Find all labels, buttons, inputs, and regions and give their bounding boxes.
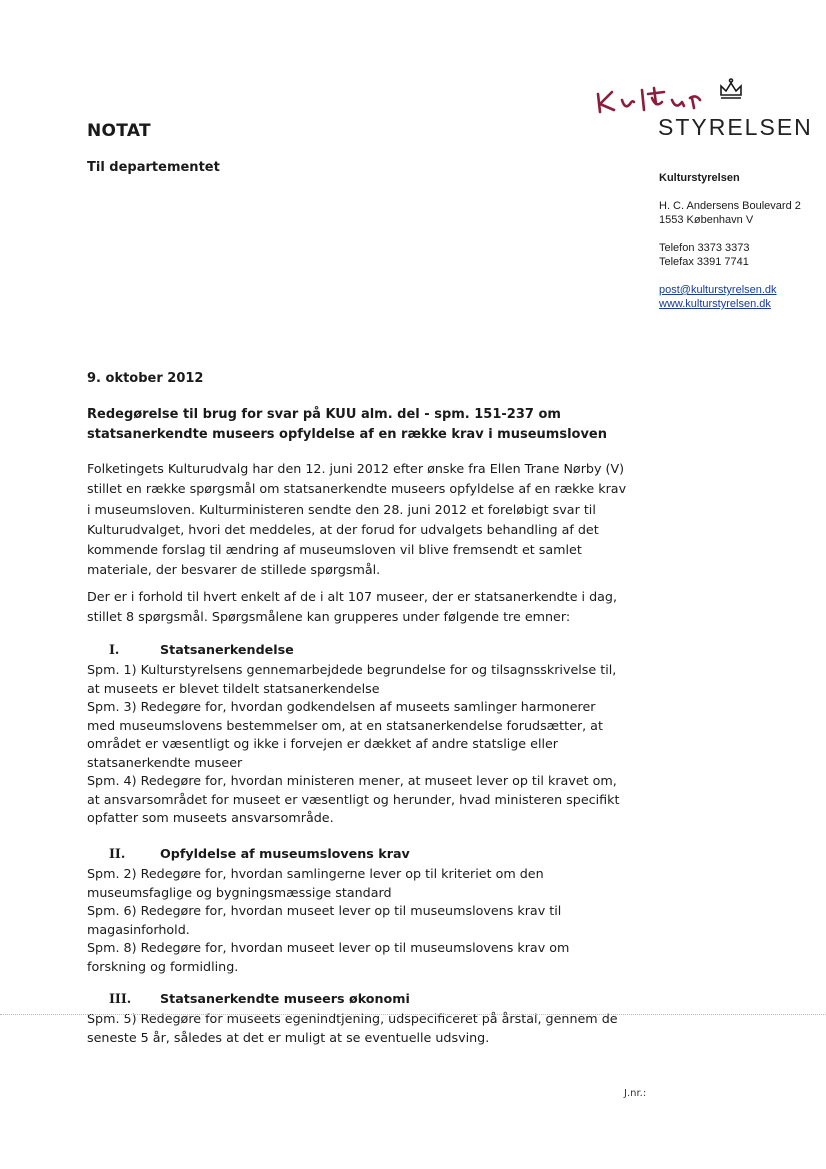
document-subject: Redegørelse til brug for svar på KUU alm. del - spm. 151-237 om statsanerkendte museers opfyldelse af en række krav i museumsloven xyxy=(87,407,607,442)
address-line: 1553 København V xyxy=(659,214,754,226)
sender-organization: Kulturstyrelsen xyxy=(659,172,740,184)
sender-address xyxy=(659,199,819,227)
email-link[interactable]: post@kulturstyrelsen.dk xyxy=(659,284,777,296)
section-heading xyxy=(87,641,627,661)
section-heading xyxy=(87,990,627,1010)
fax-number: Telefax 3391 7741 xyxy=(659,256,749,268)
section-numeral: III. xyxy=(109,991,132,1006)
address-line: H. C. Andersens Boulevard 2 xyxy=(659,200,801,212)
question-item: Spm. 5) Redegøre for museets egenindtjening, udspecificeret på årstal, gennem de seneste 5 år, således at det er muligt at se eventuelle udsving. xyxy=(87,1011,618,1045)
question-item: Spm. 2) Redegøre for, hvordan samlingerne lever op til kriteriet om den museumsfaglige og bygningsmæssige standard xyxy=(87,866,544,900)
section-title: Statsanerkendte museers økonomi xyxy=(160,991,410,1006)
section-oekonomi xyxy=(87,990,627,1047)
question-item: Spm. 3) Redegøre for, hvordan godkendelsen af museets samlinger harmonerer med museumslovens bestemmelser om, at en statsanerkendelse forudsætter, at området er væsentligt og ikke i forvejen er dækket af andre statslige eller statsanerkendte museer xyxy=(87,699,603,770)
section-title: Opfyldelse af museumslovens krav xyxy=(160,846,410,861)
phone-number: Telefon 3373 3373 xyxy=(659,242,750,254)
website-link[interactable]: www.kulturstyrelsen.dk xyxy=(659,298,771,310)
recipient-line: Til departementet xyxy=(87,160,220,175)
section-title: Statsanerkendelse xyxy=(160,642,294,657)
sender-block xyxy=(659,171,819,311)
scan-artifact-line xyxy=(0,1014,826,1015)
section-numeral: I. xyxy=(109,642,120,657)
section-heading xyxy=(87,845,627,865)
question-item: Spm. 6) Redegøre for, hvordan museet lever op til museumslovens krav til magasinforhold. xyxy=(87,903,562,937)
journal-number-label: J.nr.: xyxy=(624,1088,647,1099)
document-title: NOTAT xyxy=(87,121,151,141)
section-opfyldelse xyxy=(87,845,627,976)
question-item: Spm. 8) Redegøre for, hvordan museet lever op til museumslovens krav om forskning og formidling. xyxy=(87,940,570,974)
document-date: 9. oktober 2012 xyxy=(87,371,204,386)
sender-contact xyxy=(659,241,819,269)
sender-links xyxy=(659,283,819,311)
crown-icon xyxy=(718,78,744,106)
body-paragraph: Folketingets Kulturudvalg har den 12. juni 2012 efter ønske fra Ellen Trane Nørby (V) stillet en række spørgsmål om statsanerkendte museers opfyldelse af en række krav i museumsloven. Kulturministeren sendte den 28. juni 2012 et foreløbigt svar til Kulturudvalget, hvori det meddeles, at der forud for udvalgets behandling af det kommende forslag til ændring af museumsloven vil blive fremsendt et samlet materiale, der besvarer de stillede spørgsmål. xyxy=(87,461,627,578)
question-item: Spm. 4) Redegøre for, hvordan ministeren mener, at museet lever op til kravet om, at ansvarsområdet for museet er væsentligt og herunder, hvad ministeren specifikt opfatter som museets ansvarsområde. xyxy=(87,773,620,825)
logo-wordmark: STYRELSEN xyxy=(658,114,813,140)
question-item: Spm. 1) Kulturstyrelsens gennemarbejdede begrundelse for og tilsagnsskrivelse til, at museets er blevet tildelt statsanerkendelse xyxy=(87,662,617,696)
section-numeral: II. xyxy=(109,846,126,861)
section-statsanerkendelse xyxy=(87,641,627,828)
body-paragraph: Der er i forhold til hvert enkelt af de i alt 107 museer, der er statsanerkendte i dag, stillet 8 spørgsmål. Spørgsmålene kan grupperes under følgende tre emner: xyxy=(87,589,618,625)
